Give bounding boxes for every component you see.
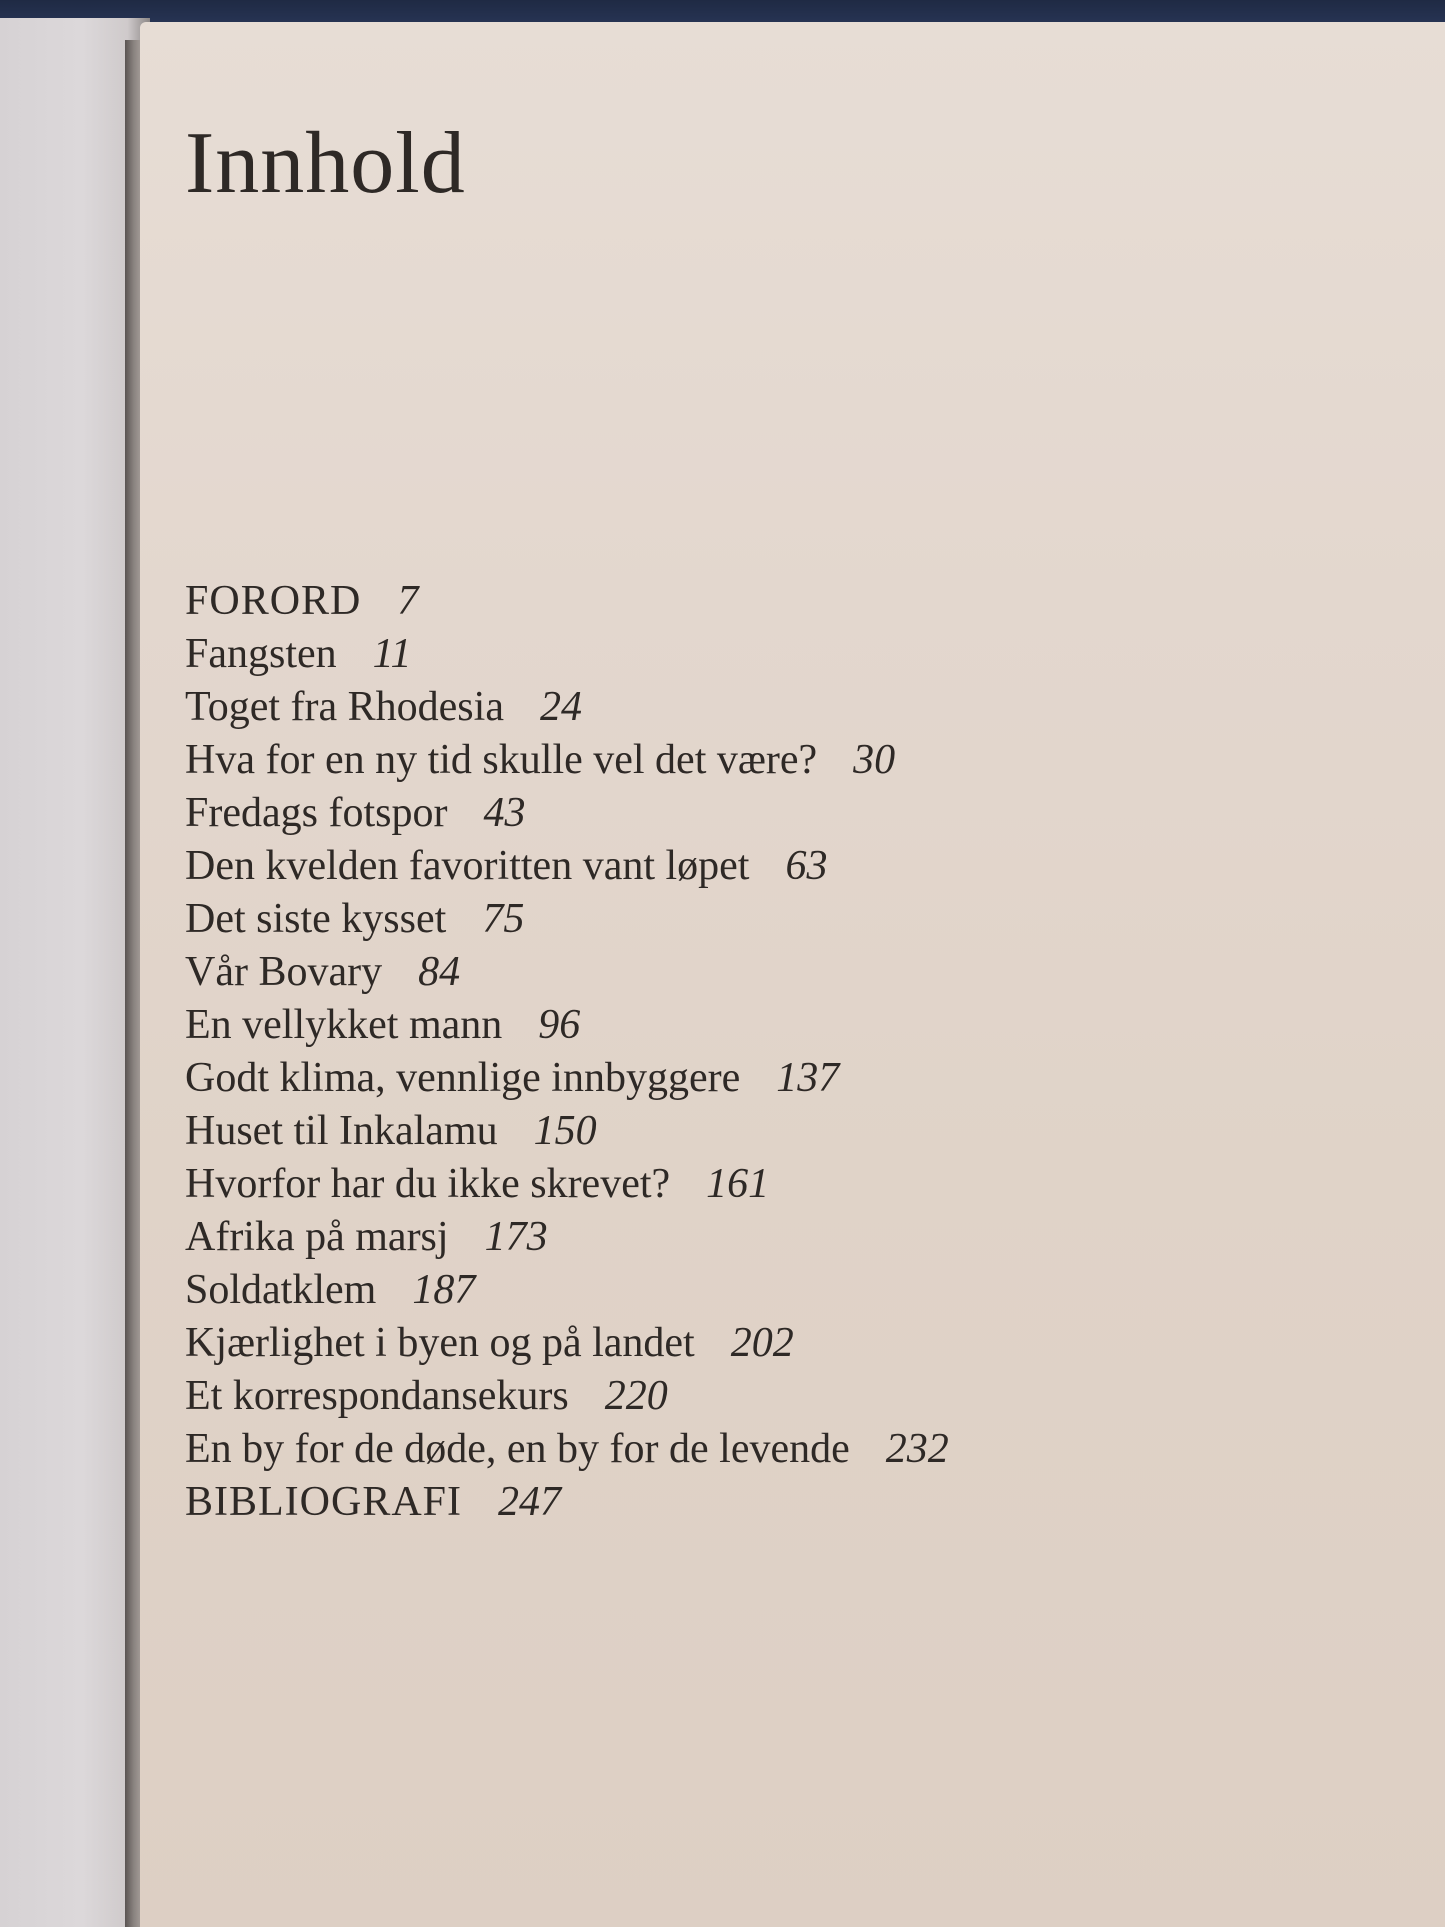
toc-entry	[185, 1158, 949, 1211]
toc-entry-page: 232	[885, 1426, 949, 1472]
toc-entry-title: En by for de døde, en by for de levende	[185, 1426, 850, 1472]
toc-entry	[185, 1052, 949, 1105]
toc-entry-title: Den kvelden favoritten vant løpet	[185, 843, 750, 889]
toc-entry-title: Kjærlighet i byen og på landet	[185, 1320, 695, 1366]
toc-entry-page: 161	[706, 1161, 770, 1207]
toc-entry	[185, 1370, 949, 1423]
toc-entry-page: 7	[397, 578, 419, 624]
toc-entry	[185, 681, 949, 734]
toc-entry-page: 202	[730, 1320, 794, 1366]
toc-entry	[185, 840, 949, 893]
toc-entry-title: Toget fra Rhodesia	[185, 684, 504, 730]
toc-entry-page: 220	[604, 1373, 668, 1419]
toc-entry	[185, 734, 949, 787]
toc-entry	[185, 1211, 949, 1264]
toc-entry	[185, 1423, 949, 1476]
toc-entry-page: 63	[785, 843, 828, 889]
toc-entry	[185, 946, 949, 999]
toc-entry-title: Vår Bovary	[185, 949, 383, 995]
toc-entry-title: Godt klima, vennlige innbyggere	[185, 1055, 741, 1101]
toc-entry-page: 11	[372, 631, 412, 677]
toc-entry-title: FORORD	[185, 578, 362, 624]
toc-entry	[185, 1476, 949, 1529]
toc-entry-page: 137	[776, 1055, 840, 1101]
toc-entry-page: 247	[498, 1479, 562, 1525]
toc-entry	[185, 1105, 949, 1158]
toc-entry	[185, 575, 949, 628]
toc-entry	[185, 999, 949, 1052]
toc-entry	[185, 1264, 949, 1317]
toc-entry-title: Afrika på marsj	[185, 1214, 449, 1260]
toc-entry-page: 187	[412, 1267, 476, 1313]
table-of-contents-page	[185, 115, 1335, 1525]
toc-entry-title: Et korrespondansekurs	[185, 1373, 569, 1419]
toc-entry-page: 173	[484, 1214, 548, 1260]
toc-entry-title: En vellykket mann	[185, 1002, 503, 1048]
toc-entry-page: 96	[538, 1002, 581, 1048]
toc-entry-title: Hvorfor har du ikke skrevet?	[185, 1161, 671, 1207]
toc-entry	[185, 893, 949, 946]
toc-entry-title: Fredags fotspor	[185, 790, 448, 836]
toc-entry-page: 24	[539, 684, 582, 730]
toc-entry-page: 43	[483, 790, 526, 836]
toc-entry	[185, 1317, 949, 1370]
toc-entry-page: 75	[482, 896, 525, 942]
page-title: Innhold	[185, 115, 466, 212]
toc-entry	[185, 787, 949, 840]
toc-entry-title: Soldatklem	[185, 1267, 377, 1313]
toc-entry-page: 84	[418, 949, 461, 995]
toc-entry	[185, 628, 949, 681]
toc-entry-title: Hva for en ny tid skulle vel det være?	[185, 737, 818, 783]
toc-entry-page: 150	[533, 1108, 597, 1154]
toc-entry-title: Det siste kysset	[185, 896, 447, 942]
toc-entry-title: Huset til Inkalamu	[185, 1108, 498, 1154]
toc-entry-page: 30	[853, 737, 896, 783]
toc-entry-title: Fangsten	[185, 631, 337, 677]
toc-list	[185, 575, 949, 1529]
toc-entry-title: BIBLIOGRAFI	[185, 1479, 463, 1525]
